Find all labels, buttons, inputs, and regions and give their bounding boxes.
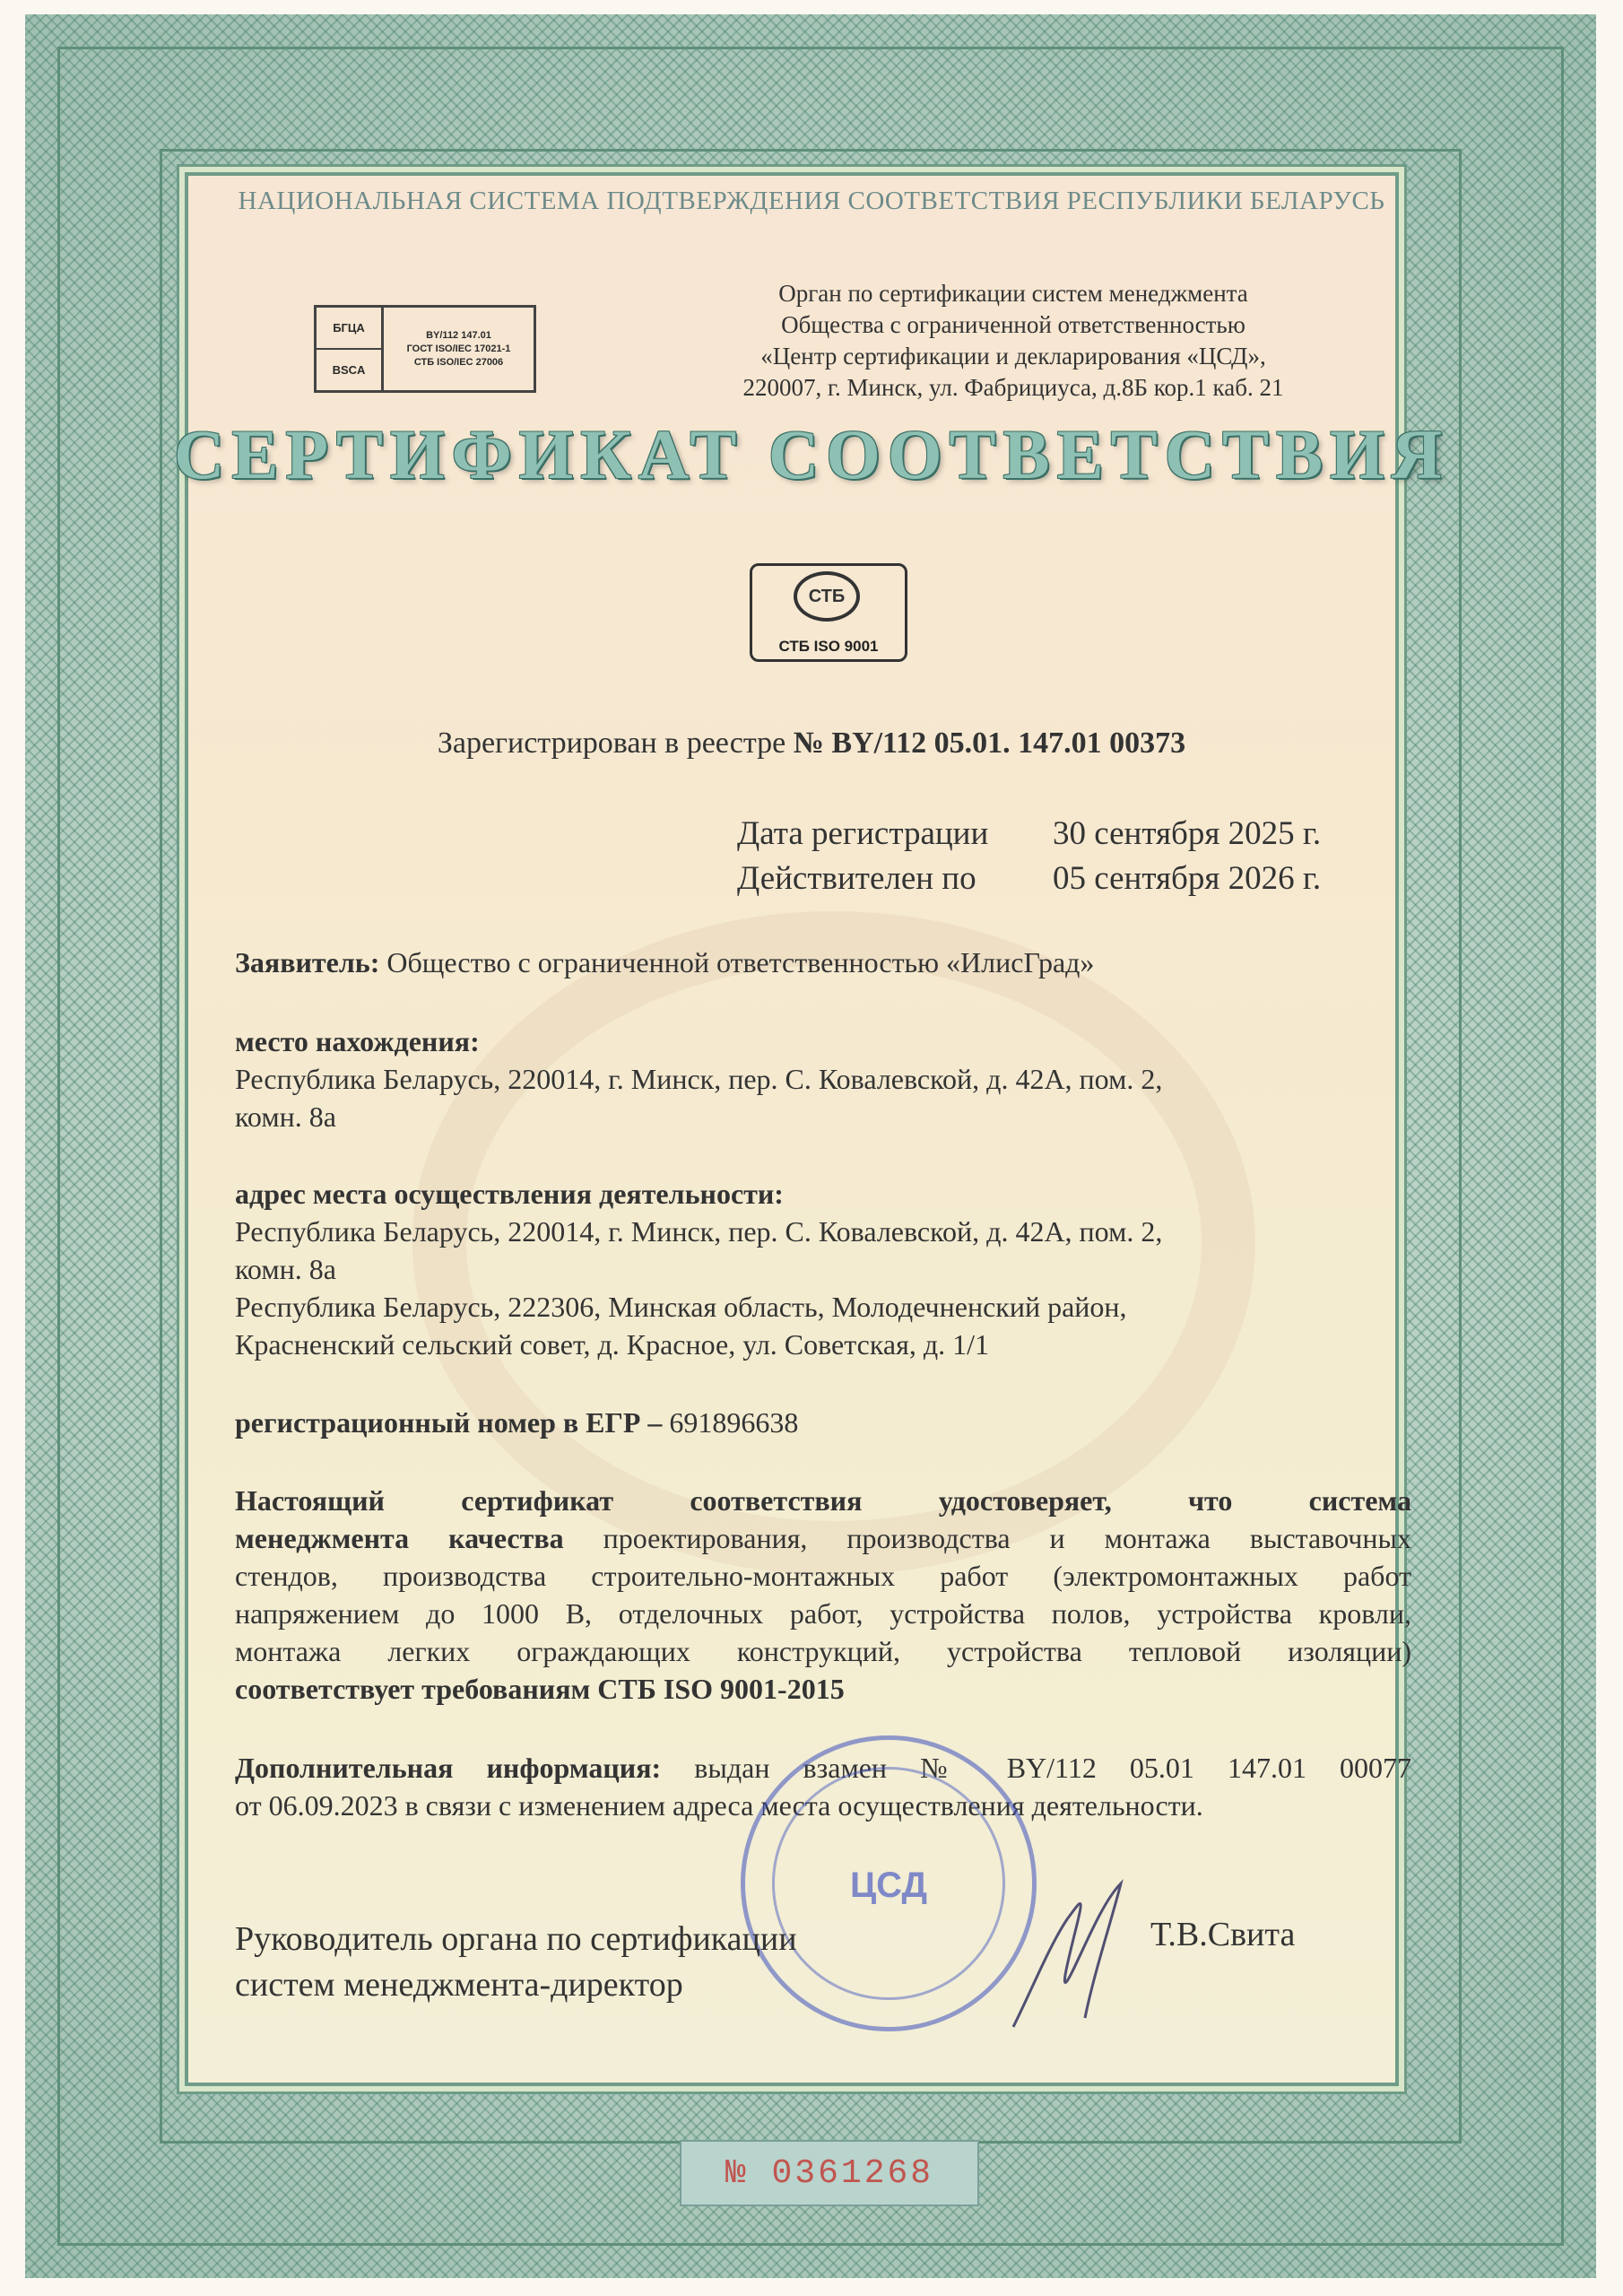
- stamp-center-text: ЦСД: [849, 1866, 928, 1905]
- badge-line-3: СТБ ISO/IEC 27006: [413, 356, 504, 368]
- signatory-line: систем менеджмента-директор: [235, 1966, 683, 2004]
- applicant-label: Заявитель:: [235, 946, 380, 978]
- signatory-line: Руководитель органа по сертификации: [235, 1920, 797, 1958]
- statement-line: монтажа легких ограждающих конструкций, устройства тепловой изоляции): [235, 1635, 1411, 1667]
- statement-conformity: соответствует требованиям СТБ ISO 9001-2015: [235, 1673, 845, 1705]
- statement-line: проектирования, производства и монтажа выставочных: [563, 1522, 1412, 1554]
- egr-label: регистрационный номер в ЕГР –: [235, 1406, 663, 1439]
- stb-iso-logo: [750, 563, 907, 662]
- certificate-title: СЕРТИФИКАТ СООТВЕТСТВИЯ: [173, 415, 1450, 493]
- statement-line: стендов, производства строительно-монтажных работ (электромонтажных работ: [235, 1560, 1411, 1592]
- organ-line: Орган по сертификации систем менеджмента: [778, 280, 1248, 307]
- serial-number: № 0361268: [680, 2140, 979, 2206]
- additional-line: от 06.09.2023 в связи с изменением адреса места осуществления деятельности.: [235, 1789, 1203, 1822]
- registration-dates: [737, 812, 1321, 901]
- applicant-line: [235, 944, 1411, 981]
- organ-line: Общества с ограниченной ответственностью: [781, 311, 1245, 338]
- statement-line: Настоящий сертификат соответствия удостоверяет, что система: [235, 1484, 1411, 1517]
- activity-label: адрес места осуществления деятельности:: [235, 1178, 784, 1210]
- national-system-heading: НАЦИОНАЛЬНАЯ СИСТЕМА ПОДТВЕРЖДЕНИЯ СООТВЕТСТВИЯ РЕСПУБЛИКИ БЕЛАРУСЬ: [238, 187, 1385, 215]
- conformity-statement: [235, 1482, 1411, 1708]
- badge-line-1: BY/112 147.01: [426, 329, 491, 341]
- badge-line-2: ГОСТ ISO/IEC 17021-1: [406, 343, 511, 354]
- statement-bold: менеджмента качества: [235, 1522, 564, 1554]
- valid-until-value: 05 сентября 2026 г.: [1053, 860, 1322, 897]
- additional-label: Дополнительная информация:: [235, 1752, 662, 1784]
- stb-logo-caption: СТБ ISO 9001: [778, 638, 879, 655]
- registry-line: [0, 726, 1623, 761]
- activity-line: Красненский сельский совет, д. Красное, ул. Советская, д. 1/1: [235, 1328, 989, 1361]
- registration-date-value: 30 сентября 2025 г.: [1053, 815, 1322, 852]
- activity-line: комн. 8а: [235, 1253, 336, 1285]
- certification-body-info: [690, 278, 1336, 404]
- egr-value: 691896638: [662, 1406, 799, 1439]
- applicant-value: Общество с ограниченной ответственностью «ИлисГрад»: [379, 946, 1095, 978]
- activity-line: Республика Беларусь, 222306, Минская область, Молодечненский район,: [235, 1291, 1127, 1323]
- valid-until-label: Действителен по: [737, 860, 976, 897]
- accreditation-badge: [314, 305, 536, 393]
- activity-address-block: [235, 1175, 1411, 1363]
- location-line: Республика Беларусь, 220014, г. Минск, пер. С. Ковалевской, д. 42А, пом. 2,: [235, 1063, 1163, 1095]
- registry-prefix: Зарегистрирован в реестре: [437, 726, 794, 760]
- badge-left-bottom: BSCA: [332, 363, 366, 377]
- badge-left-top: БГЦА: [317, 308, 381, 350]
- signatory-name: Т.В.Свита: [1150, 1916, 1296, 1953]
- organ-line: 220007, г. Минск, ул. Фабрициуса, д.8Б кор.1 каб. 21: [742, 374, 1284, 401]
- additional-line: выдан взамен № BY/112 05.01 147.01 00077: [661, 1752, 1412, 1784]
- organ-line: «Центр сертификации и декларирования «ЦСД»,: [760, 343, 1266, 370]
- activity-line: Республика Беларусь, 220014, г. Минск, пер. С. Ковалевской, д. 42А, пом. 2,: [235, 1215, 1163, 1248]
- location-block: [235, 1022, 1411, 1135]
- location-label: место нахождения:: [235, 1025, 480, 1057]
- handwritten-signature: [995, 1866, 1148, 2045]
- registration-date-label: Дата регистрации: [737, 815, 989, 852]
- statement-line: напряжением до 1000 В, отделочных работ, устройства полов, устройства кровли,: [235, 1597, 1411, 1630]
- location-line: комн. 8а: [235, 1100, 336, 1133]
- stb-mark-icon: СТБ: [794, 571, 860, 622]
- signatory-title: [235, 1917, 797, 2008]
- egr-line: [235, 1404, 1411, 1441]
- registry-number: № BY/112 05.01. 147.01 00373: [793, 726, 1186, 760]
